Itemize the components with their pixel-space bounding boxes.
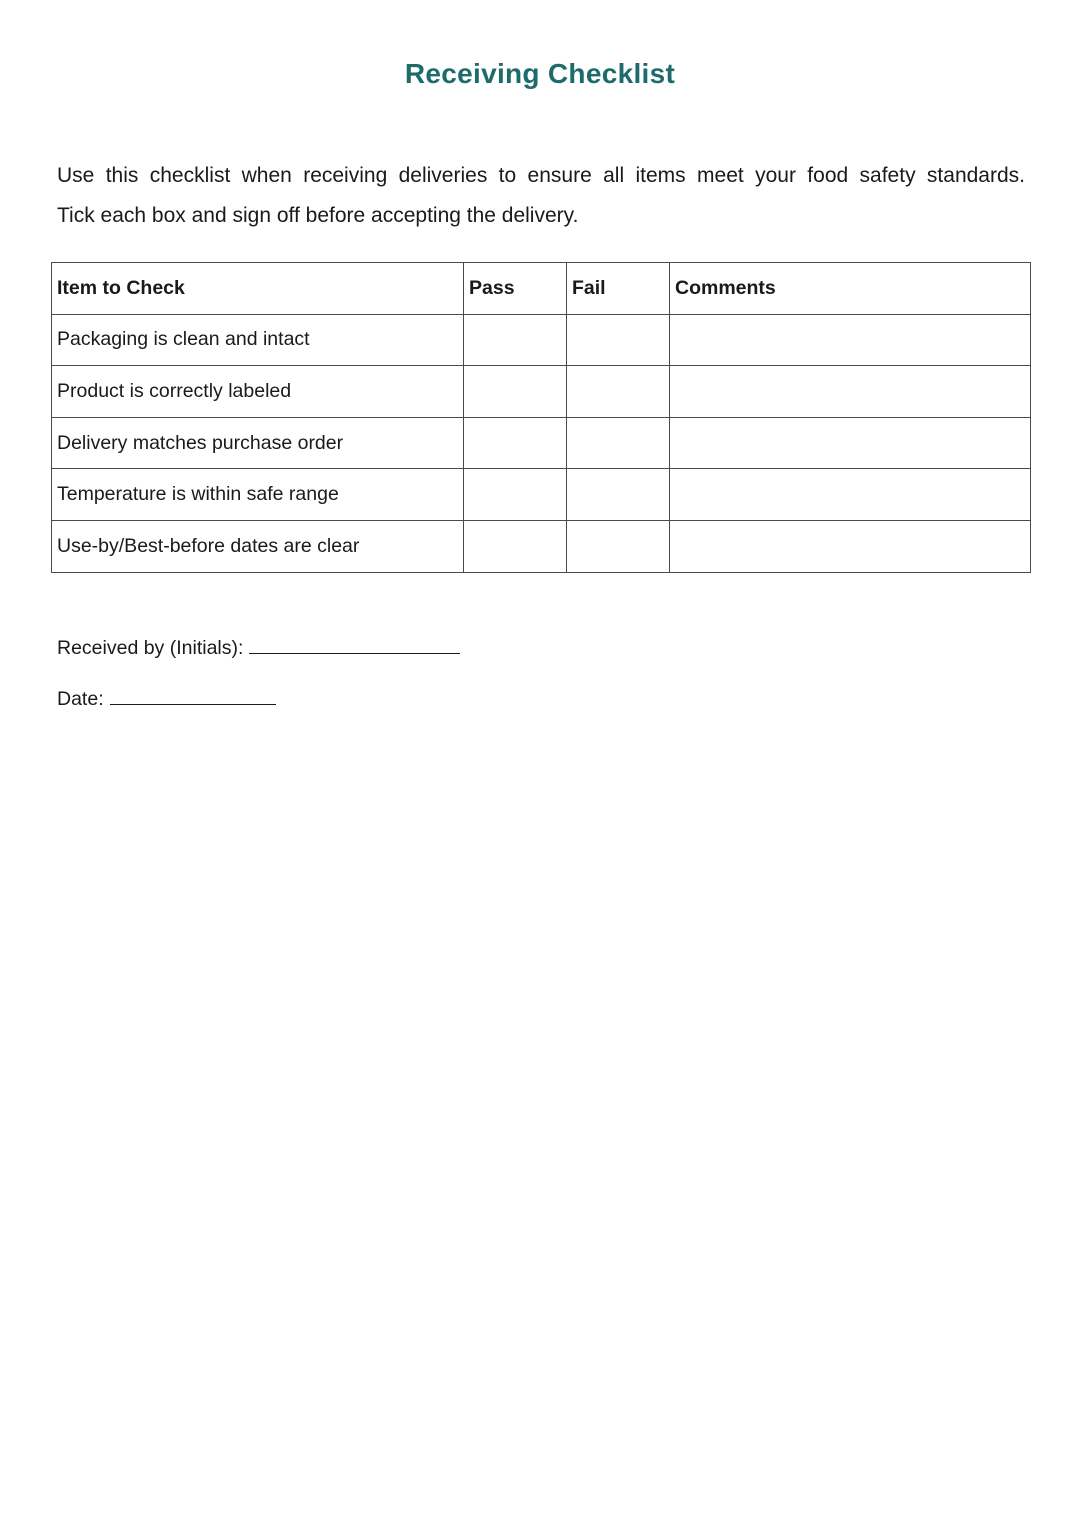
intro-line-1: Use this checklist when receiving deliveries to ensure all items meet your food safety standards.: [57, 164, 1025, 187]
comments-cell[interactable]: [670, 314, 1031, 366]
comments-cell[interactable]: [670, 417, 1031, 469]
table-header-row: [52, 263, 1031, 315]
fail-cell[interactable]: [567, 469, 670, 521]
date-label: Date:: [57, 688, 104, 710]
header-fail: Fail: [567, 263, 670, 315]
page-title: Receiving Checklist: [404, 58, 676, 89]
table-row: [52, 469, 1031, 521]
pass-cell[interactable]: [464, 520, 567, 572]
comments-cell[interactable]: [670, 366, 1031, 418]
receiving-checklist-table: [51, 262, 1031, 573]
date-field[interactable]: [110, 687, 276, 705]
table-row: [52, 520, 1031, 572]
item-cell: Temperature is within safe range: [52, 469, 464, 521]
comments-cell[interactable]: [670, 469, 1031, 521]
fail-cell[interactable]: [567, 366, 670, 418]
item-cell: Product is correctly labeled: [52, 366, 464, 418]
received-by-line: [57, 636, 460, 660]
header-comments: Comments: [670, 263, 1031, 315]
header-item-to-check: Item to Check: [52, 263, 464, 315]
pass-cell[interactable]: [464, 417, 567, 469]
pass-cell[interactable]: [464, 469, 567, 521]
comments-cell[interactable]: [670, 520, 1031, 572]
date-line: [57, 687, 276, 711]
item-cell: Packaging is clean and intact: [52, 314, 464, 366]
fail-cell[interactable]: [567, 520, 670, 572]
received-by-initials-field[interactable]: [249, 636, 460, 654]
fail-cell[interactable]: [567, 417, 670, 469]
intro-paragraph: [57, 156, 1025, 236]
received-by-label: Received by (Initials):: [57, 637, 244, 659]
item-cell: Delivery matches purchase order: [52, 417, 464, 469]
intro-line-2: Tick each box and sign off before accepting the delivery.: [57, 204, 579, 227]
table-row: [52, 314, 1031, 366]
header-pass: Pass: [464, 263, 567, 315]
item-cell: Use-by/Best-before dates are clear: [52, 520, 464, 572]
pass-cell[interactable]: [464, 366, 567, 418]
table-row: [52, 417, 1031, 469]
fail-cell[interactable]: [567, 314, 670, 366]
table-row: [52, 366, 1031, 418]
pass-cell[interactable]: [464, 314, 567, 366]
